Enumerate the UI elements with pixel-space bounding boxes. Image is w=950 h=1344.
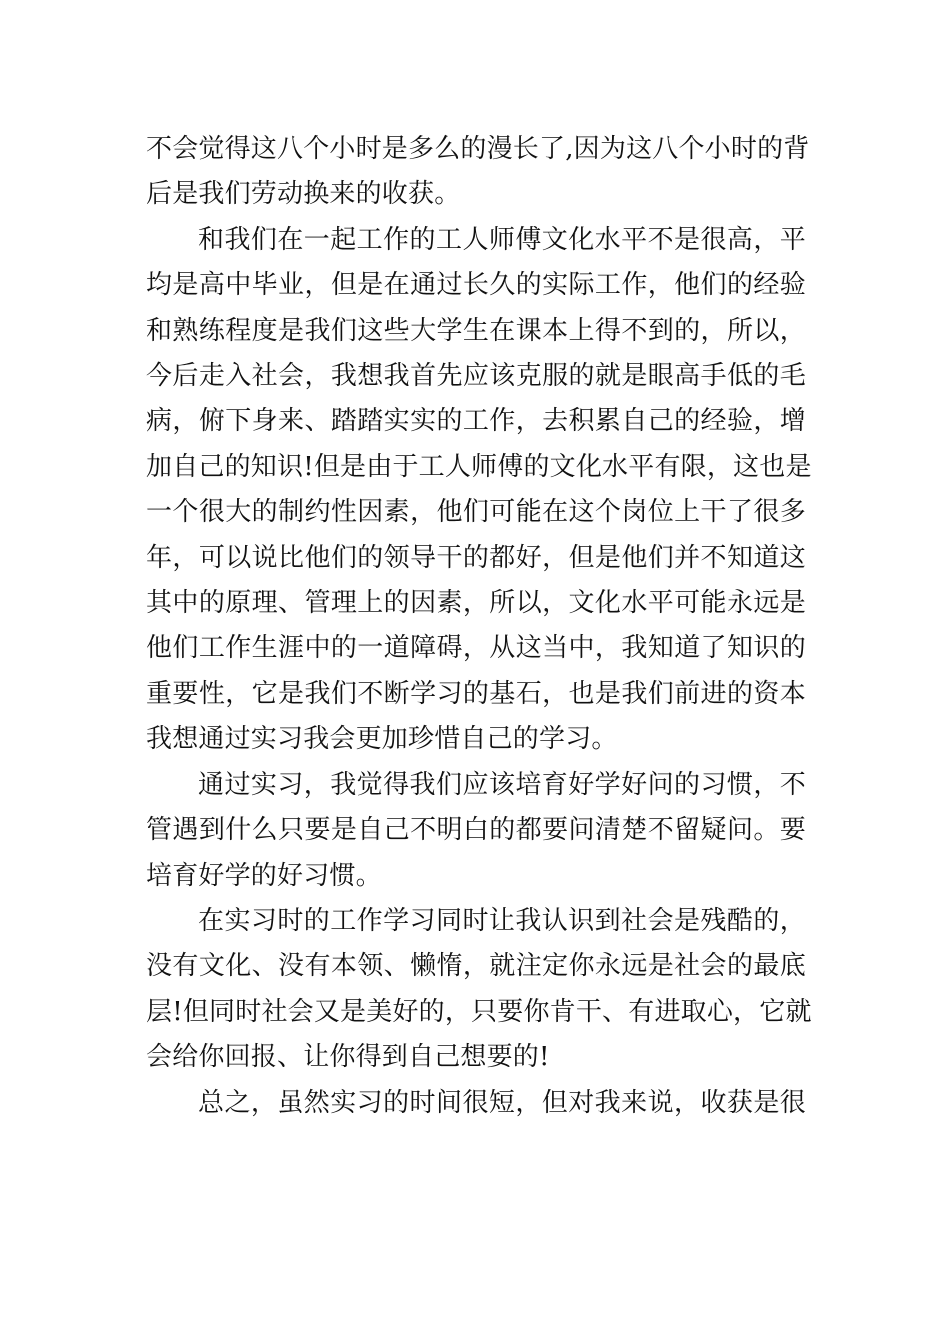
text-line: 不会觉得这八个小时是多么的漫长了,因为这八个小时的背 [146, 134, 810, 164]
text-line: 加自己的知识!但是由于工人师傅的文化水平有限，这也是 [146, 451, 812, 482]
paragraph-1 [146, 127, 810, 218]
text-line: 均是高中毕业，但是在通过长久的实际工作，他们的经验 [146, 270, 806, 301]
paragraph-3 [146, 763, 806, 899]
paragraph-4 [146, 899, 812, 1081]
text-line: 通过实习，我觉得我们应该培育好学好问的习惯，不 [198, 769, 806, 800]
text-line: 总之，虽然实习的时间很短，但对我来说，收获是很 [198, 1087, 806, 1118]
text-line: 其中的原理、管理上的因素，所以，文化水平可能永远是 [146, 588, 806, 619]
text-line: 管遇到什么只要是自己不明白的都要问清楚不留疑问。要 [146, 815, 806, 846]
text-line: 病，俯下身来、踏踏实实的工作，去积累自己的经验，增 [146, 406, 806, 437]
document-body [146, 127, 812, 1126]
text-line: 他们工作生涯中的一道障碍，从这当中，我知道了知识的 [146, 633, 806, 664]
text-line: 培育好学的好习惯。 [146, 860, 382, 891]
text-line: 年，可以说比他们的领导干的都好，但是他们并不知道这 [146, 542, 806, 573]
text-line: 今后走入社会，我想我首先应该克服的就是眼高手低的毛 [146, 361, 806, 392]
paragraph-2 [146, 218, 812, 763]
text-line: 重要性，它是我们不断学习的基石，也是我们前进的资本 [146, 678, 806, 709]
text-line: 会给你回报、让你得到自己想要的! [146, 1042, 550, 1073]
text-line: 和熟练程度是我们这些大学生在课本上得不到的，所以， [146, 315, 806, 346]
text-line: 没有文化、没有本领、懒惰，就注定你永远是社会的最底 [146, 951, 806, 982]
text-line: 在实习时的工作学习同时让我认识到社会是残酷的， [198, 905, 806, 936]
text-line: 后是我们劳动换来的收获。 [146, 179, 461, 210]
text-line: 和我们在一起工作的工人师傅文化水平不是很高，平 [198, 224, 806, 255]
paragraph-5 [146, 1081, 806, 1126]
text-line: 一个很大的制约性因素，他们可能在这个岗位上干了很多 [146, 497, 806, 528]
text-line: 层!但同时社会又是美好的，只要你肯干、有进取心，它就 [146, 996, 812, 1027]
text-line: 我想通过实习我会更加珍惜自己的学习。 [146, 724, 618, 755]
